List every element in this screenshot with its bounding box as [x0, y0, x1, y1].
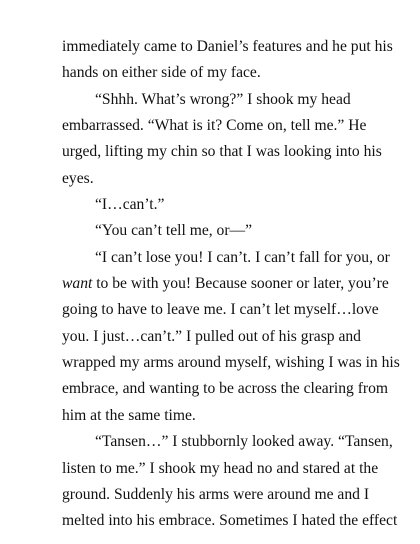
text-line — [62, 245, 402, 271]
text-run: embarrassed. “What is it? Come on, tell me.” He — [62, 117, 367, 135]
text-line — [62, 271, 402, 297]
text-run: hands on either side of my face. — [62, 64, 261, 82]
text-line — [62, 456, 402, 482]
text-line — [62, 482, 402, 508]
text-run: wrapped my arms around myself, wishing I was in his — [62, 354, 400, 372]
text-run: “I can’t lose you! I can’t. I can’t fall for you, or — [95, 248, 390, 266]
text-run: you. I just…can’t.” I pulled out of his grasp and — [62, 327, 361, 345]
text-line — [62, 350, 402, 376]
text-line — [62, 508, 402, 534]
text-line — [62, 429, 402, 455]
text-line — [62, 139, 402, 165]
text-run: “I…can’t.” — [95, 196, 165, 214]
text-run: listen to me.” I shook my head no and stared at the — [62, 459, 379, 477]
text-run: “Shhh. What’s wrong?” I shook my head — [95, 90, 351, 108]
text-run: ground. Suddenly his arms were around me and I — [62, 485, 370, 503]
text-line — [62, 403, 402, 429]
text-run: immediately came to Daniel’s features and he put his — [62, 38, 393, 55]
text-run: embrace, and wanting to be across the clearing from — [62, 380, 389, 398]
text-line — [62, 166, 402, 192]
italic-text: want — [62, 275, 93, 293]
text-line — [62, 192, 402, 218]
text-line — [62, 297, 402, 323]
text-line — [62, 113, 402, 139]
text-run: going to have to leave me. I can’t let myself…love — [62, 301, 379, 319]
text-line — [62, 324, 402, 350]
text-run: melted into his embrace. Sometimes I hated the effect — [62, 512, 398, 530]
text-run: him at the same time. — [62, 406, 196, 424]
text-line — [62, 60, 402, 86]
text-line — [62, 34, 402, 60]
text-run: urged, lifting my chin so that I was looking into his — [62, 143, 382, 161]
text-run: eyes. — [62, 169, 94, 187]
text-run: “You can’t tell me, or—” — [95, 222, 253, 240]
text-run: “Tansen…” I stubbornly looked away. “Tansen, — [95, 433, 393, 451]
text-line — [62, 376, 402, 402]
text-run: to be with you! Because sooner or later, you’re — [92, 275, 389, 293]
body-text — [62, 34, 402, 535]
text-line — [62, 87, 402, 113]
text-line — [62, 218, 402, 244]
